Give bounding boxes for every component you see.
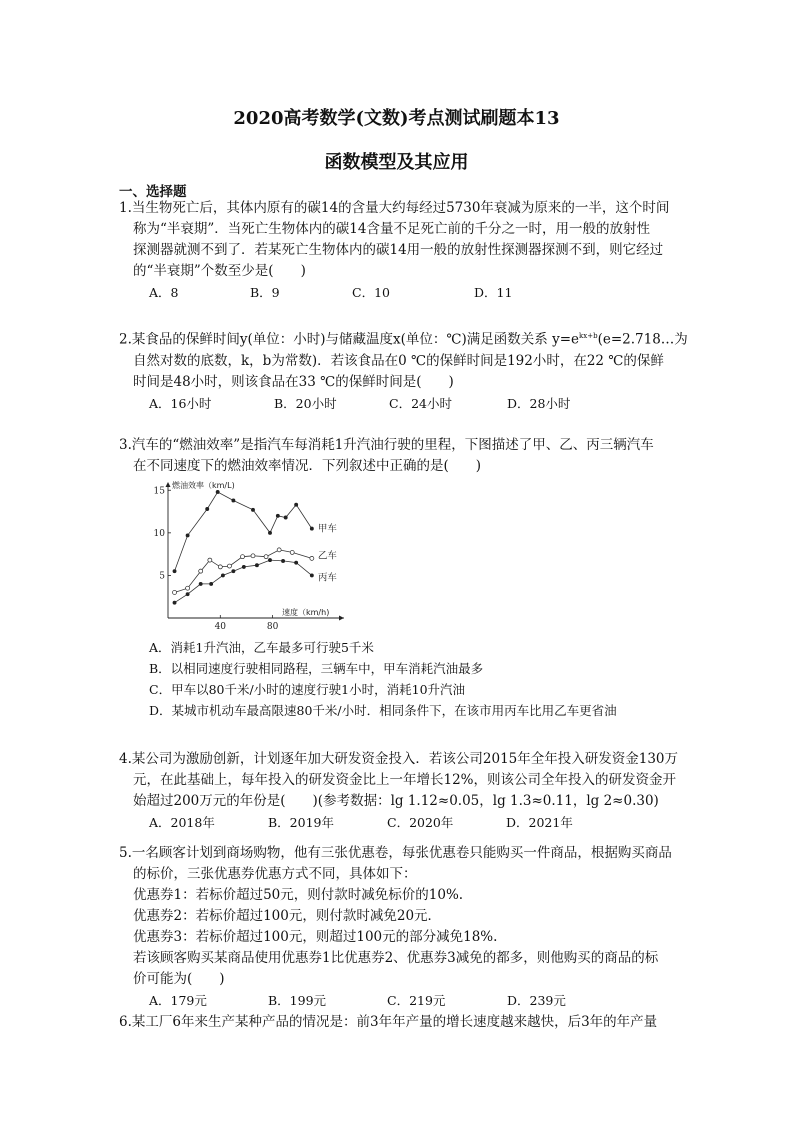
data-point: [251, 508, 254, 511]
data-point: [206, 507, 209, 510]
option-b: B．2019年: [268, 815, 334, 830]
data-point: [173, 590, 177, 594]
question-text: 在不同速度下的燃油效率情况．下列叙述中正确的是( ): [133, 458, 482, 474]
x-tick-label: 80: [266, 622, 279, 632]
option-d: D．239元: [507, 993, 566, 1008]
data-point: [208, 558, 212, 562]
option-c: C．甲车以80千米/小时的速度行驶1小时，消耗10升汽油: [149, 682, 466, 697]
option-a: A．179元: [149, 993, 207, 1008]
data-point: [186, 593, 189, 596]
data-point: [310, 527, 313, 530]
option-a: A．2018年: [149, 815, 215, 830]
question-text: 元，在此基础上，每年投入的研发资金比上一年增长12%，则该公司全年投入的研发资金开: [133, 772, 677, 788]
question-text: 某食品的保鲜时间y(单位：小时)与储藏温度x(单位：℃)满足函数关系 y=e: [131, 331, 580, 348]
option-b: B．20小时: [274, 395, 337, 411]
data-point: [173, 601, 176, 604]
y-tick-label: 10: [153, 528, 165, 539]
options: [149, 282, 704, 303]
x-tick-label: 40: [214, 622, 227, 632]
question-1: [119, 198, 704, 303]
question-text: 汽车的“燃油效率”是指汽车每消耗1升汽油行驶的里程，下图描述了甲、乙、丙三辆汽车: [131, 437, 654, 453]
data-point: [310, 574, 313, 577]
option-a: A．8: [149, 285, 179, 300]
data-point: [242, 565, 245, 568]
data-point: [199, 582, 202, 585]
data-point: [295, 503, 298, 506]
question-text: 优惠券3：若标价超过100元，则超过100元的部分减免18%.: [133, 929, 498, 945]
fuel-efficiency-chart: [150, 476, 350, 636]
data-point: [227, 564, 231, 568]
question-text: 时间是48小时，则该食品在33 ℃的保鲜时间是( ): [133, 373, 454, 390]
option-c: C．24小时: [389, 395, 452, 411]
data-point: [199, 569, 203, 573]
question-text: 某公司为激励创新，计划逐年加大研发资金投入．若该公司2015年全年投入研发资金130万: [131, 751, 679, 767]
data-point: [210, 582, 213, 585]
y-axis-label: 燃油效率（km/L): [172, 481, 235, 490]
series-label: 乙车: [317, 550, 337, 562]
data-point: [251, 554, 255, 558]
question-number: 6.: [119, 1014, 132, 1030]
question-5: [119, 843, 704, 1011]
data-point: [186, 586, 190, 590]
options: [149, 812, 704, 833]
question-number: 3.: [119, 437, 132, 453]
series-line-1: [175, 492, 312, 571]
question-text: 优惠券2：若标价超过100元，则付款时减免20元．: [133, 908, 442, 924]
option-c: C．219元: [387, 993, 446, 1008]
question-number: 4.: [119, 751, 132, 767]
option-c: C．10: [352, 285, 390, 300]
data-point: [268, 531, 271, 534]
options: [149, 990, 704, 1011]
data-point: [281, 559, 284, 562]
question-text: 若该顾客购买某商品使用优惠券1比优惠券2、优惠券3减免的都多，则他购买的商品的标: [133, 950, 659, 966]
question-number: 1.: [119, 200, 132, 216]
question-text: 优惠券1：若标价超过50元，则付款时减免标价的10%.: [133, 887, 464, 903]
page-title: 2020高考数学(文数)考点测试刷题本13: [233, 108, 560, 129]
question-text: 的标价，三张优惠券优惠方式不同，具体如下：: [133, 866, 417, 882]
question-text: (e=2.718…为: [597, 331, 688, 348]
data-point: [295, 561, 298, 564]
data-point: [276, 514, 279, 517]
question-2: [119, 326, 704, 414]
data-point: [218, 565, 222, 569]
option-d: D．11: [474, 285, 513, 300]
data-point: [264, 555, 268, 559]
data-point: [173, 570, 176, 573]
series-label: 丙车: [317, 572, 337, 584]
options: [149, 637, 704, 721]
question-text: 称为“半衰期”．当死亡生物体内的碳14含量不足死亡前的千分之一时，用一般的放射性: [133, 221, 650, 237]
data-point: [186, 534, 189, 537]
question-6: [119, 1012, 704, 1033]
series-label: 甲车: [317, 523, 337, 535]
question-text: 价可能为( ): [133, 971, 225, 987]
data-point: [221, 574, 224, 577]
question-text: 某工厂6年来生产某种产品的情况是：前3年年产量的增长速度越来越快，后3年的年产量: [131, 1014, 658, 1030]
data-point: [290, 550, 294, 554]
option-a: A．消耗1升汽油，乙车最多可行驶5千米: [149, 640, 374, 655]
question-3-options: [119, 637, 704, 721]
data-point: [268, 558, 271, 561]
question-4: [119, 749, 704, 833]
question-number: 5.: [119, 845, 132, 861]
x-axis-label: 速度（km/h): [282, 608, 330, 617]
y-axis-arrow: [166, 482, 171, 487]
option-d: D．28小时: [507, 395, 571, 411]
option-b: B．9: [250, 285, 280, 300]
option-a: A．16小时: [149, 395, 212, 411]
section-heading: 一、选择题: [119, 184, 187, 200]
data-point: [277, 548, 281, 552]
data-point: [310, 556, 314, 560]
exponent: kx+b: [579, 332, 598, 340]
y-tick-label: 15: [153, 486, 165, 497]
option-b: B．199元: [268, 993, 327, 1008]
question-3: [119, 435, 704, 477]
question-text: 探测器就测不到了．若某死亡生物体内的碳14用一般的放射性探测器探测不到，则它经过: [133, 242, 664, 258]
data-point: [284, 516, 287, 519]
data-point: [232, 570, 235, 573]
x-axis-arrow: [339, 616, 344, 621]
question-text: 始超过200万元的年份是( )(参考数据：lg 1.12≈0.05，lg 1.3≈0.11，lg 2≈0.30): [133, 793, 659, 809]
option-d: D．2021年: [506, 815, 573, 830]
data-point: [255, 564, 258, 567]
page-subtitle: 函数模型及其应用: [324, 152, 469, 173]
question-number: 2.: [119, 331, 132, 348]
y-tick-label: 5: [159, 571, 165, 582]
data-point: [216, 490, 219, 493]
data-point: [241, 555, 245, 559]
options: [149, 393, 704, 414]
option-b: B．以相同速度行驶相同路程，三辆车中，甲车消耗汽油最多: [149, 661, 484, 676]
question-text: 当生物死亡后，其体内原有的碳14的含量大约每经过5730年衰减为原来的一半，这个时间: [131, 200, 670, 216]
question-text: 自然对数的底数，k，b为常数)．若该食品在0 ℃的保鲜时间是192小时，在22 ℃的保鲜: [133, 352, 664, 369]
option-d: D．某城市机动车最高限速80千米/小时．相同条件下，在该市用丙车比用乙车更省油: [149, 703, 617, 718]
question-text: 一名顾客计划到商场购物，他有三张优惠卷，每张优惠卷只能购买一件商品，根据购买商品: [131, 845, 672, 861]
option-c: C．2020年: [387, 815, 454, 830]
data-point: [232, 499, 235, 502]
question-text: 的“半衰期”个数至少是( ): [133, 263, 306, 279]
